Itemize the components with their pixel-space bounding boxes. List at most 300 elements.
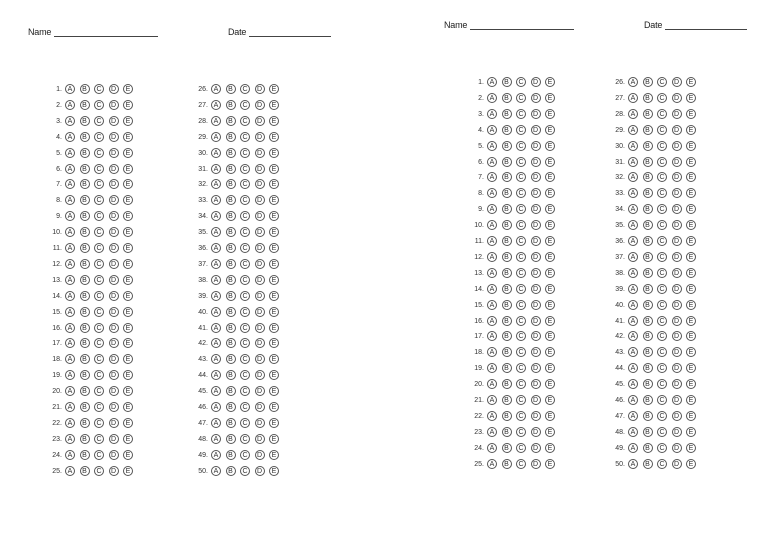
answer-bubble-a[interactable]: A xyxy=(65,179,75,189)
answer-bubble-d[interactable]: D xyxy=(255,275,265,285)
answer-bubble-c[interactable]: C xyxy=(657,172,667,182)
answer-bubble-a[interactable]: A xyxy=(628,331,638,341)
answer-bubble-e[interactable]: E xyxy=(269,338,279,348)
answer-bubble-a[interactable]: A xyxy=(628,172,638,182)
answer-bubble-c[interactable]: C xyxy=(94,259,104,269)
answer-bubble-a[interactable]: A xyxy=(211,450,221,460)
answer-bubble-c[interactable]: C xyxy=(657,459,667,469)
answer-bubble-b[interactable]: B xyxy=(226,450,236,460)
answer-bubble-e[interactable]: E xyxy=(123,259,133,269)
answer-bubble-c[interactable]: C xyxy=(240,354,250,364)
answer-bubble-a[interactable]: A xyxy=(628,220,638,230)
answer-bubble-a[interactable]: A xyxy=(487,141,497,151)
answer-bubble-a[interactable]: A xyxy=(65,386,75,396)
answer-bubble-d[interactable]: D xyxy=(672,427,682,437)
answer-bubble-a[interactable]: A xyxy=(65,100,75,110)
answer-bubble-c[interactable]: C xyxy=(94,179,104,189)
answer-bubble-c[interactable]: C xyxy=(94,418,104,428)
answer-bubble-c[interactable]: C xyxy=(516,331,526,341)
answer-bubble-a[interactable]: A xyxy=(211,164,221,174)
answer-bubble-c[interactable]: C xyxy=(240,259,250,269)
answer-bubble-b[interactable]: B xyxy=(80,402,90,412)
answer-bubble-c[interactable]: C xyxy=(516,172,526,182)
answer-bubble-a[interactable]: A xyxy=(487,93,497,103)
answer-bubble-a[interactable]: A xyxy=(628,236,638,246)
answer-bubble-b[interactable]: B xyxy=(643,204,653,214)
answer-bubble-e[interactable]: E xyxy=(545,443,555,453)
answer-bubble-e[interactable]: E xyxy=(123,307,133,317)
answer-bubble-a[interactable]: A xyxy=(487,363,497,373)
answer-bubble-a[interactable]: A xyxy=(487,220,497,230)
answer-bubble-a[interactable]: A xyxy=(211,227,221,237)
answer-bubble-e[interactable]: E xyxy=(545,459,555,469)
answer-bubble-c[interactable]: C xyxy=(94,148,104,158)
answer-bubble-d[interactable]: D xyxy=(531,172,541,182)
answer-bubble-e[interactable]: E xyxy=(545,157,555,167)
answer-bubble-a[interactable]: A xyxy=(628,395,638,405)
answer-bubble-c[interactable]: C xyxy=(94,164,104,174)
answer-bubble-a[interactable]: A xyxy=(65,291,75,301)
answer-bubble-b[interactable]: B xyxy=(226,148,236,158)
answer-bubble-d[interactable]: D xyxy=(672,172,682,182)
answer-bubble-e[interactable]: E xyxy=(686,93,696,103)
answer-bubble-d[interactable]: D xyxy=(531,459,541,469)
answer-bubble-e[interactable]: E xyxy=(686,427,696,437)
answer-bubble-c[interactable]: C xyxy=(516,316,526,326)
answer-bubble-a[interactable]: A xyxy=(487,204,497,214)
answer-bubble-d[interactable]: D xyxy=(109,164,119,174)
answer-bubble-d[interactable]: D xyxy=(109,291,119,301)
answer-bubble-d[interactable]: D xyxy=(531,316,541,326)
answer-bubble-e[interactable]: E xyxy=(545,188,555,198)
answer-bubble-c[interactable]: C xyxy=(657,93,667,103)
answer-bubble-b[interactable]: B xyxy=(80,275,90,285)
answer-bubble-d[interactable]: D xyxy=(672,236,682,246)
answer-bubble-c[interactable]: C xyxy=(516,220,526,230)
answer-bubble-c[interactable]: C xyxy=(94,354,104,364)
answer-bubble-e[interactable]: E xyxy=(123,323,133,333)
answer-bubble-e[interactable]: E xyxy=(123,370,133,380)
answer-bubble-c[interactable]: C xyxy=(94,402,104,412)
answer-bubble-e[interactable]: E xyxy=(269,370,279,380)
answer-bubble-c[interactable]: C xyxy=(240,402,250,412)
answer-bubble-c[interactable]: C xyxy=(516,204,526,214)
answer-bubble-e[interactable]: E xyxy=(269,418,279,428)
answer-bubble-e[interactable]: E xyxy=(545,316,555,326)
answer-bubble-b[interactable]: B xyxy=(80,307,90,317)
answer-bubble-d[interactable]: D xyxy=(672,459,682,469)
answer-bubble-b[interactable]: B xyxy=(226,291,236,301)
answer-bubble-b[interactable]: B xyxy=(502,363,512,373)
answer-bubble-c[interactable]: C xyxy=(657,157,667,167)
answer-bubble-a[interactable]: A xyxy=(65,132,75,142)
answer-bubble-d[interactable]: D xyxy=(672,204,682,214)
answer-bubble-c[interactable]: C xyxy=(240,275,250,285)
answer-bubble-a[interactable]: A xyxy=(487,188,497,198)
answer-bubble-d[interactable]: D xyxy=(672,411,682,421)
answer-bubble-d[interactable]: D xyxy=(531,157,541,167)
answer-bubble-c[interactable]: C xyxy=(94,370,104,380)
answer-bubble-d[interactable]: D xyxy=(255,164,265,174)
answer-bubble-e[interactable]: E xyxy=(269,354,279,364)
answer-bubble-c[interactable]: C xyxy=(516,268,526,278)
answer-bubble-b[interactable]: B xyxy=(80,164,90,174)
answer-bubble-e[interactable]: E xyxy=(269,275,279,285)
answer-bubble-c[interactable]: C xyxy=(240,116,250,126)
answer-bubble-e[interactable]: E xyxy=(269,179,279,189)
answer-bubble-d[interactable]: D xyxy=(255,386,265,396)
answer-bubble-b[interactable]: B xyxy=(502,252,512,262)
answer-bubble-d[interactable]: D xyxy=(531,411,541,421)
answer-bubble-e[interactable]: E xyxy=(545,77,555,87)
answer-bubble-b[interactable]: B xyxy=(502,188,512,198)
answer-bubble-d[interactable]: D xyxy=(255,450,265,460)
answer-bubble-b[interactable]: B xyxy=(80,370,90,380)
answer-bubble-e[interactable]: E xyxy=(269,164,279,174)
answer-bubble-b[interactable]: B xyxy=(80,116,90,126)
answer-bubble-d[interactable]: D xyxy=(672,188,682,198)
answer-bubble-e[interactable]: E xyxy=(269,100,279,110)
answer-bubble-a[interactable]: A xyxy=(628,347,638,357)
answer-bubble-b[interactable]: B xyxy=(226,243,236,253)
answer-bubble-e[interactable]: E xyxy=(123,211,133,221)
answer-bubble-e[interactable]: E xyxy=(123,132,133,142)
answer-bubble-b[interactable]: B xyxy=(643,284,653,294)
answer-bubble-d[interactable]: D xyxy=(531,395,541,405)
answer-bubble-c[interactable]: C xyxy=(94,243,104,253)
answer-bubble-e[interactable]: E xyxy=(686,300,696,310)
answer-bubble-c[interactable]: C xyxy=(516,252,526,262)
answer-bubble-a[interactable]: A xyxy=(65,148,75,158)
answer-bubble-c[interactable]: C xyxy=(516,125,526,135)
answer-bubble-d[interactable]: D xyxy=(531,204,541,214)
answer-bubble-c[interactable]: C xyxy=(94,466,104,476)
answer-bubble-b[interactable]: B xyxy=(643,443,653,453)
answer-bubble-e[interactable]: E xyxy=(269,227,279,237)
answer-bubble-c[interactable]: C xyxy=(657,363,667,373)
answer-bubble-b[interactable]: B xyxy=(226,466,236,476)
answer-bubble-e[interactable]: E xyxy=(123,100,133,110)
answer-bubble-d[interactable]: D xyxy=(255,370,265,380)
answer-bubble-c[interactable]: C xyxy=(516,427,526,437)
answer-bubble-b[interactable]: B xyxy=(502,379,512,389)
answer-bubble-d[interactable]: D xyxy=(672,284,682,294)
answer-bubble-b[interactable]: B xyxy=(80,227,90,237)
answer-bubble-d[interactable]: D xyxy=(531,331,541,341)
answer-bubble-a[interactable]: A xyxy=(487,331,497,341)
answer-bubble-a[interactable]: A xyxy=(211,259,221,269)
answer-bubble-d[interactable]: D xyxy=(531,252,541,262)
answer-bubble-a[interactable]: A xyxy=(211,179,221,189)
answer-bubble-e[interactable]: E xyxy=(269,402,279,412)
answer-bubble-a[interactable]: A xyxy=(65,307,75,317)
answer-bubble-e[interactable]: E xyxy=(269,450,279,460)
answer-bubble-d[interactable]: D xyxy=(531,220,541,230)
answer-bubble-d[interactable]: D xyxy=(255,402,265,412)
answer-bubble-b[interactable]: B xyxy=(643,411,653,421)
answer-bubble-e[interactable]: E xyxy=(545,347,555,357)
answer-bubble-e[interactable]: E xyxy=(269,243,279,253)
answer-bubble-b[interactable]: B xyxy=(643,93,653,103)
answer-bubble-d[interactable]: D xyxy=(531,284,541,294)
answer-bubble-b[interactable]: B xyxy=(226,164,236,174)
answer-bubble-c[interactable]: C xyxy=(516,236,526,246)
answer-bubble-c[interactable]: C xyxy=(240,291,250,301)
answer-bubble-d[interactable]: D xyxy=(255,148,265,158)
answer-bubble-a[interactable]: A xyxy=(628,316,638,326)
answer-bubble-c[interactable]: C xyxy=(516,157,526,167)
answer-bubble-d[interactable]: D xyxy=(255,132,265,142)
answer-bubble-b[interactable]: B xyxy=(80,466,90,476)
answer-bubble-a[interactable]: A xyxy=(628,363,638,373)
answer-bubble-e[interactable]: E xyxy=(269,307,279,317)
answer-bubble-d[interactable]: D xyxy=(109,323,119,333)
answer-bubble-a[interactable]: A xyxy=(211,307,221,317)
answer-bubble-b[interactable]: B xyxy=(502,427,512,437)
answer-bubble-c[interactable]: C xyxy=(240,418,250,428)
answer-bubble-a[interactable]: A xyxy=(628,77,638,87)
answer-bubble-d[interactable]: D xyxy=(672,157,682,167)
answer-bubble-a[interactable]: A xyxy=(487,125,497,135)
answer-bubble-e[interactable]: E xyxy=(269,116,279,126)
answer-bubble-c[interactable]: C xyxy=(516,300,526,310)
answer-bubble-a[interactable]: A xyxy=(628,300,638,310)
answer-bubble-e[interactable]: E xyxy=(269,259,279,269)
answer-bubble-d[interactable]: D xyxy=(109,227,119,237)
answer-bubble-e[interactable]: E xyxy=(123,450,133,460)
answer-bubble-e[interactable]: E xyxy=(123,354,133,364)
answer-bubble-d[interactable]: D xyxy=(531,188,541,198)
answer-bubble-c[interactable]: C xyxy=(516,284,526,294)
answer-bubble-b[interactable]: B xyxy=(502,331,512,341)
answer-bubble-e[interactable]: E xyxy=(686,459,696,469)
answer-bubble-e[interactable]: E xyxy=(545,363,555,373)
answer-bubble-e[interactable]: E xyxy=(123,386,133,396)
answer-bubble-b[interactable]: B xyxy=(502,141,512,151)
answer-bubble-b[interactable]: B xyxy=(502,236,512,246)
answer-bubble-c[interactable]: C xyxy=(657,220,667,230)
answer-bubble-e[interactable]: E xyxy=(545,109,555,119)
answer-bubble-d[interactable]: D xyxy=(531,300,541,310)
answer-bubble-a[interactable]: A xyxy=(628,157,638,167)
answer-bubble-b[interactable]: B xyxy=(502,93,512,103)
answer-bubble-a[interactable]: A xyxy=(487,300,497,310)
answer-bubble-c[interactable]: C xyxy=(240,243,250,253)
answer-bubble-e[interactable]: E xyxy=(545,379,555,389)
answer-bubble-e[interactable]: E xyxy=(123,418,133,428)
answer-bubble-c[interactable]: C xyxy=(516,459,526,469)
answer-bubble-b[interactable]: B xyxy=(80,291,90,301)
answer-bubble-d[interactable]: D xyxy=(672,300,682,310)
answer-bubble-a[interactable]: A xyxy=(65,370,75,380)
answer-bubble-a[interactable]: A xyxy=(211,402,221,412)
answer-bubble-a[interactable]: A xyxy=(65,164,75,174)
answer-bubble-a[interactable]: A xyxy=(65,450,75,460)
answer-bubble-b[interactable]: B xyxy=(643,125,653,135)
answer-bubble-c[interactable]: C xyxy=(657,316,667,326)
answer-bubble-b[interactable]: B xyxy=(643,141,653,151)
answer-bubble-a[interactable]: A xyxy=(65,259,75,269)
answer-bubble-c[interactable]: C xyxy=(657,141,667,151)
answer-bubble-d[interactable]: D xyxy=(109,116,119,126)
answer-bubble-a[interactable]: A xyxy=(65,354,75,364)
answer-bubble-d[interactable]: D xyxy=(255,116,265,126)
answer-bubble-a[interactable]: A xyxy=(487,268,497,278)
answer-bubble-c[interactable]: C xyxy=(516,395,526,405)
answer-bubble-c[interactable]: C xyxy=(240,323,250,333)
answer-bubble-e[interactable]: E xyxy=(686,316,696,326)
answer-bubble-d[interactable]: D xyxy=(672,347,682,357)
answer-bubble-e[interactable]: E xyxy=(545,300,555,310)
answer-bubble-b[interactable]: B xyxy=(643,220,653,230)
answer-bubble-b[interactable]: B xyxy=(502,125,512,135)
answer-bubble-a[interactable]: A xyxy=(65,211,75,221)
name-field[interactable] xyxy=(28,27,158,37)
answer-bubble-a[interactable]: A xyxy=(211,243,221,253)
answer-bubble-e[interactable]: E xyxy=(545,141,555,151)
answer-bubble-c[interactable]: C xyxy=(657,411,667,421)
answer-bubble-b[interactable]: B xyxy=(80,211,90,221)
answer-bubble-c[interactable]: C xyxy=(94,211,104,221)
answer-bubble-b[interactable]: B xyxy=(226,370,236,380)
answer-bubble-a[interactable]: A xyxy=(487,411,497,421)
answer-bubble-c[interactable]: C xyxy=(516,379,526,389)
answer-bubble-b[interactable]: B xyxy=(80,132,90,142)
answer-bubble-d[interactable]: D xyxy=(531,347,541,357)
answer-bubble-a[interactable]: A xyxy=(65,466,75,476)
answer-bubble-b[interactable]: B xyxy=(80,195,90,205)
answer-bubble-d[interactable]: D xyxy=(531,93,541,103)
answer-bubble-e[interactable]: E xyxy=(686,411,696,421)
answer-bubble-d[interactable]: D xyxy=(531,77,541,87)
answer-bubble-a[interactable]: A xyxy=(487,379,497,389)
answer-bubble-d[interactable]: D xyxy=(109,434,119,444)
answer-bubble-d[interactable]: D xyxy=(672,109,682,119)
answer-bubble-c[interactable]: C xyxy=(240,450,250,460)
answer-bubble-e[interactable]: E xyxy=(269,434,279,444)
answer-bubble-d[interactable]: D xyxy=(109,370,119,380)
answer-bubble-d[interactable]: D xyxy=(672,252,682,262)
answer-bubble-a[interactable]: A xyxy=(628,252,638,262)
answer-bubble-a[interactable]: A xyxy=(628,284,638,294)
answer-bubble-d[interactable]: D xyxy=(531,443,541,453)
answer-bubble-e[interactable]: E xyxy=(123,148,133,158)
answer-bubble-b[interactable]: B xyxy=(643,268,653,278)
answer-bubble-c[interactable]: C xyxy=(657,204,667,214)
answer-bubble-b[interactable]: B xyxy=(226,259,236,269)
answer-bubble-a[interactable]: A xyxy=(487,316,497,326)
answer-bubble-b[interactable]: B xyxy=(643,316,653,326)
answer-bubble-c[interactable]: C xyxy=(240,148,250,158)
answer-bubble-c[interactable]: C xyxy=(516,93,526,103)
answer-bubble-b[interactable]: B xyxy=(226,195,236,205)
answer-bubble-a[interactable]: A xyxy=(487,172,497,182)
answer-bubble-c[interactable]: C xyxy=(240,164,250,174)
answer-bubble-b[interactable]: B xyxy=(80,243,90,253)
answer-bubble-a[interactable]: A xyxy=(211,338,221,348)
answer-bubble-a[interactable]: A xyxy=(628,379,638,389)
answer-bubble-d[interactable]: D xyxy=(255,291,265,301)
answer-bubble-e[interactable]: E xyxy=(269,323,279,333)
answer-bubble-c[interactable]: C xyxy=(516,363,526,373)
answer-bubble-a[interactable]: A xyxy=(65,195,75,205)
answer-bubble-b[interactable]: B xyxy=(226,338,236,348)
answer-bubble-d[interactable]: D xyxy=(109,307,119,317)
answer-bubble-c[interactable]: C xyxy=(94,84,104,94)
answer-bubble-d[interactable]: D xyxy=(531,268,541,278)
answer-bubble-d[interactable]: D xyxy=(255,354,265,364)
answer-bubble-e[interactable]: E xyxy=(269,148,279,158)
answer-bubble-a[interactable]: A xyxy=(628,188,638,198)
answer-bubble-a[interactable]: A xyxy=(211,100,221,110)
answer-bubble-c[interactable]: C xyxy=(94,132,104,142)
answer-bubble-b[interactable]: B xyxy=(643,172,653,182)
answer-bubble-e[interactable]: E xyxy=(269,386,279,396)
answer-bubble-e[interactable]: E xyxy=(686,268,696,278)
answer-bubble-e[interactable]: E xyxy=(269,291,279,301)
answer-bubble-c[interactable]: C xyxy=(240,227,250,237)
answer-bubble-a[interactable]: A xyxy=(628,141,638,151)
answer-bubble-b[interactable]: B xyxy=(226,179,236,189)
answer-bubble-b[interactable]: B xyxy=(80,179,90,189)
answer-bubble-e[interactable]: E xyxy=(545,204,555,214)
answer-bubble-e[interactable]: E xyxy=(269,195,279,205)
answer-bubble-d[interactable]: D xyxy=(672,220,682,230)
answer-bubble-c[interactable]: C xyxy=(657,395,667,405)
answer-bubble-d[interactable]: D xyxy=(109,148,119,158)
answer-bubble-c[interactable]: C xyxy=(240,84,250,94)
answer-bubble-e[interactable]: E xyxy=(123,116,133,126)
answer-bubble-a[interactable]: A xyxy=(211,275,221,285)
answer-bubble-b[interactable]: B xyxy=(643,77,653,87)
answer-bubble-c[interactable]: C xyxy=(240,370,250,380)
answer-bubble-d[interactable]: D xyxy=(255,243,265,253)
answer-bubble-b[interactable]: B xyxy=(502,347,512,357)
answer-bubble-a[interactable]: A xyxy=(211,84,221,94)
answer-bubble-a[interactable]: A xyxy=(65,338,75,348)
answer-bubble-d[interactable]: D xyxy=(672,331,682,341)
answer-bubble-a[interactable]: A xyxy=(211,466,221,476)
answer-bubble-b[interactable]: B xyxy=(80,148,90,158)
answer-bubble-c[interactable]: C xyxy=(94,386,104,396)
answer-bubble-d[interactable]: D xyxy=(255,434,265,444)
answer-bubble-b[interactable]: B xyxy=(226,84,236,94)
answer-bubble-d[interactable]: D xyxy=(109,466,119,476)
answer-bubble-b[interactable]: B xyxy=(643,157,653,167)
answer-bubble-a[interactable]: A xyxy=(487,347,497,357)
answer-bubble-d[interactable]: D xyxy=(255,466,265,476)
answer-bubble-a[interactable]: A xyxy=(211,195,221,205)
answer-bubble-a[interactable]: A xyxy=(628,204,638,214)
answer-bubble-a[interactable]: A xyxy=(65,434,75,444)
answer-bubble-c[interactable]: C xyxy=(240,132,250,142)
answer-bubble-a[interactable]: A xyxy=(211,148,221,158)
answer-bubble-e[interactable]: E xyxy=(269,466,279,476)
date-line[interactable] xyxy=(665,20,747,30)
answer-bubble-b[interactable]: B xyxy=(80,450,90,460)
answer-bubble-e[interactable]: E xyxy=(686,395,696,405)
answer-bubble-a[interactable]: A xyxy=(211,132,221,142)
answer-bubble-e[interactable]: E xyxy=(123,179,133,189)
answer-bubble-d[interactable]: D xyxy=(531,379,541,389)
answer-bubble-b[interactable]: B xyxy=(643,236,653,246)
answer-bubble-c[interactable]: C xyxy=(657,188,667,198)
answer-bubble-a[interactable]: A xyxy=(65,402,75,412)
answer-bubble-d[interactable]: D xyxy=(109,450,119,460)
answer-bubble-a[interactable]: A xyxy=(628,93,638,103)
answer-bubble-a[interactable]: A xyxy=(487,395,497,405)
answer-bubble-c[interactable]: C xyxy=(94,338,104,348)
